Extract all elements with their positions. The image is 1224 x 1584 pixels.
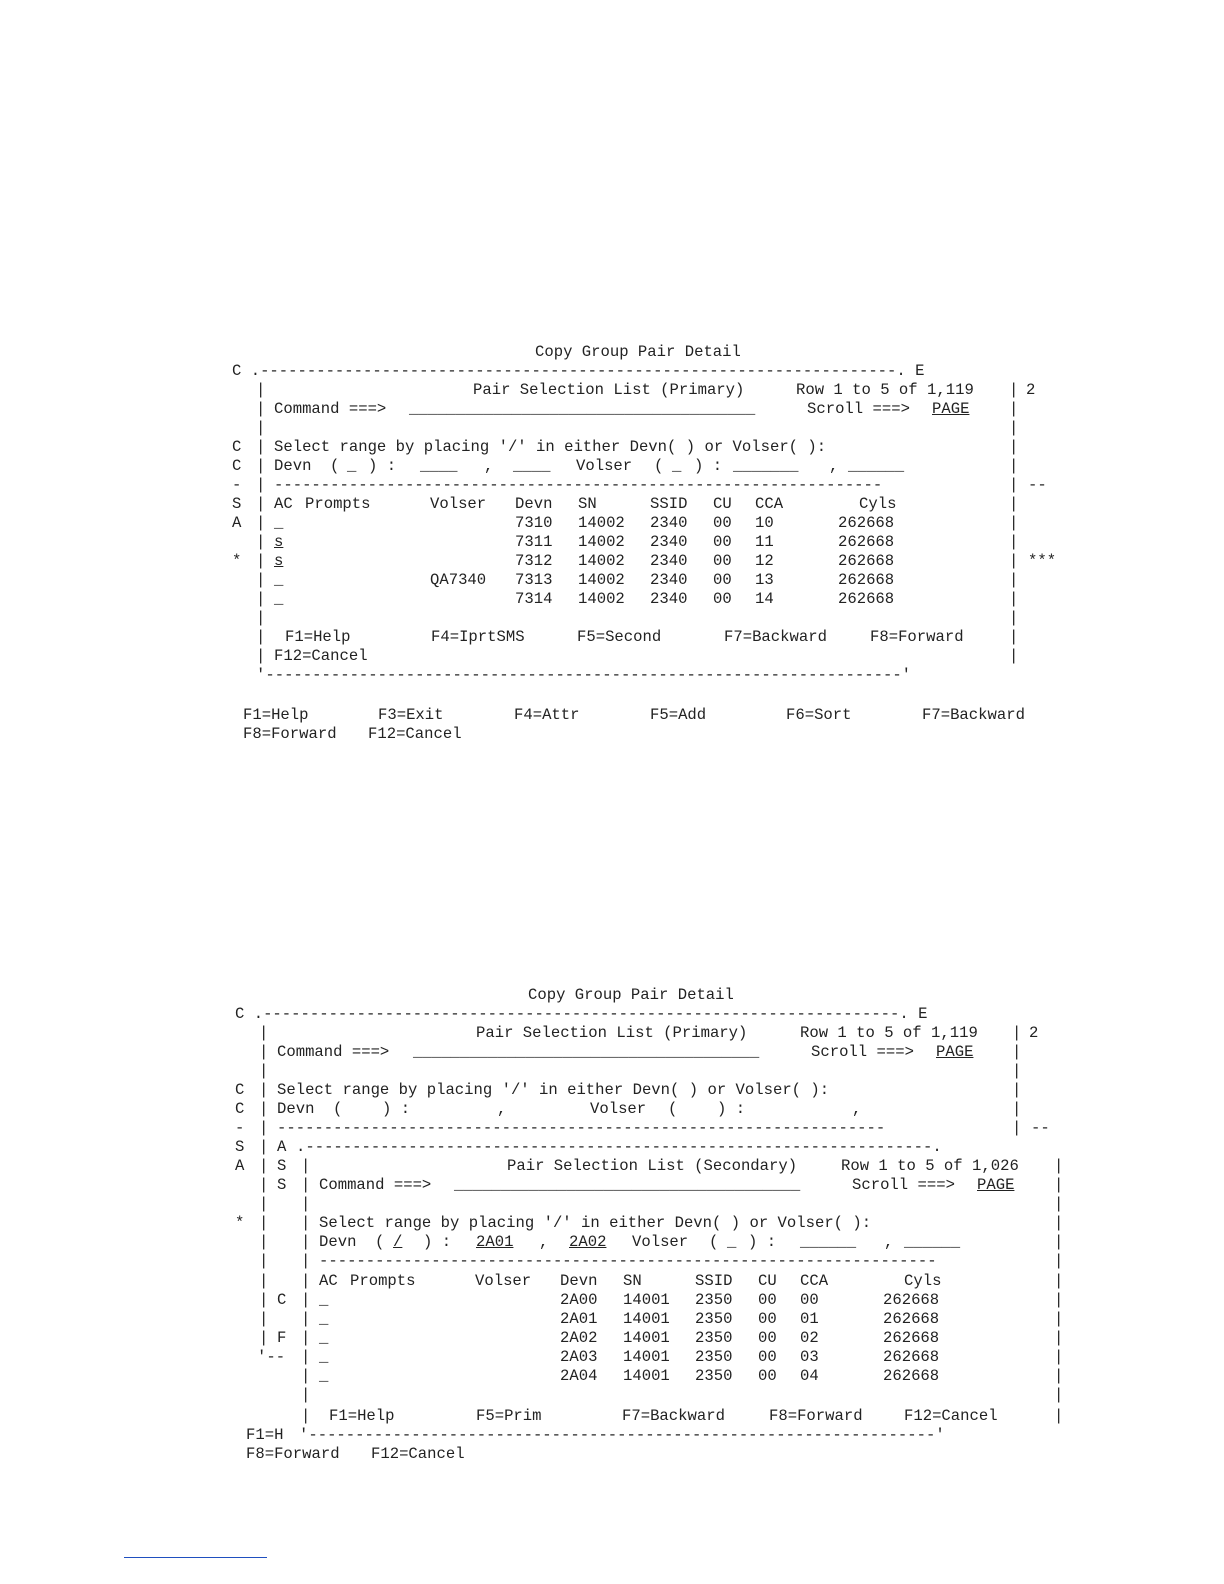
col-ac: AC xyxy=(274,495,293,513)
col-cyls: Cyls xyxy=(904,1272,942,1290)
popup-border-right: | xyxy=(1054,1233,1064,1251)
border-left: | xyxy=(256,609,266,627)
border-right: | xyxy=(1009,419,1019,437)
window-title: Copy Group Pair Detail xyxy=(535,343,741,361)
border-left: | xyxy=(259,1119,269,1137)
side-mark: S xyxy=(277,1176,287,1194)
border-right: | xyxy=(1009,647,1019,665)
cell-cu: 00 xyxy=(758,1367,777,1385)
popup-border-right: | xyxy=(1054,1367,1064,1385)
fkey-f1-help[interactable]: F1=Help xyxy=(329,1407,395,1425)
cell-cu: 00 xyxy=(758,1310,777,1328)
cell-ssid: 2350 xyxy=(695,1348,733,1366)
select-hint: Select range by placing '/' in either Devn( ) or Volser( ): xyxy=(277,1081,830,1099)
border-left: | xyxy=(259,1062,269,1080)
border-right: | xyxy=(1009,533,1019,551)
fkey-f8-forward[interactable]: F8=Forward xyxy=(769,1407,863,1425)
cell-cu: 00 xyxy=(713,552,732,570)
border-left: | xyxy=(256,628,266,646)
panel-top-border: C .--------------------------------------------------------------------. E xyxy=(232,362,925,380)
fkey-f5-add[interactable]: F5=Add xyxy=(650,706,707,724)
fkey-f12-cancel[interactable]: F12=Cancel xyxy=(371,1445,465,1463)
cell-sn: 14002 xyxy=(578,590,625,608)
col-prompts: Prompts xyxy=(305,495,371,513)
scroll-label: Scroll ===> xyxy=(852,1176,955,1194)
command-input[interactable]: _____________________________________ xyxy=(413,1043,760,1061)
border-left: | xyxy=(259,1043,269,1061)
row-action-input[interactable]: _ xyxy=(319,1291,329,1309)
cell-cyls: 262668 xyxy=(883,1329,940,1347)
side-mark: -- xyxy=(1031,1119,1050,1137)
popup-border-left: | xyxy=(301,1214,311,1232)
cell-cyls: 262668 xyxy=(883,1291,940,1309)
popup-border-right: | xyxy=(1054,1157,1064,1175)
col-devn: Devn xyxy=(515,495,553,513)
border-right: | xyxy=(1009,457,1019,475)
popup-border-right: | xyxy=(1054,1176,1064,1194)
cell-cu: 00 xyxy=(758,1329,777,1347)
fkey-f4-iprtsms[interactable]: F4=IprtSMS xyxy=(431,628,525,646)
cell-cu: 00 xyxy=(713,514,732,532)
scroll-label: Scroll ===> xyxy=(807,400,910,418)
devn-label: Devn xyxy=(277,1100,315,1118)
fkey-f1-help[interactable]: F1=Help xyxy=(285,628,351,646)
volser-to-input[interactable]: ______ xyxy=(848,457,905,475)
col-cu: CU xyxy=(713,495,732,513)
side-mark: * xyxy=(232,552,242,570)
select-hint: Select range by placing '/' in either Devn( ) or Volser( ): xyxy=(274,438,827,456)
fkey-f5-second[interactable]: F5=Second xyxy=(577,628,662,646)
cell-cca: 10 xyxy=(755,514,774,532)
cell-cca: 02 xyxy=(800,1329,819,1347)
border-left: | xyxy=(259,1272,269,1290)
cell-cca: 00 xyxy=(800,1291,819,1309)
border-right: | xyxy=(1009,438,1019,456)
side-mark: *** xyxy=(1028,552,1057,570)
border-left: | xyxy=(256,476,266,494)
border-left: | xyxy=(256,514,266,532)
volser-flag-input[interactable]: _ xyxy=(672,457,682,475)
border-right: | xyxy=(1009,400,1019,418)
cell-cca: 11 xyxy=(755,533,774,551)
col-volser: Volser xyxy=(475,1272,532,1290)
row-action-input[interactable]: _ xyxy=(319,1348,329,1366)
cell-sn: 14001 xyxy=(623,1310,670,1328)
window-title: Copy Group Pair Detail xyxy=(528,986,734,1004)
popup-border-left: | xyxy=(301,1310,311,1328)
side-mark: - xyxy=(232,476,242,494)
fkey-f12-cancel[interactable]: F12=Cancel xyxy=(368,725,462,743)
separator: ----------------------------------------------------------------- xyxy=(277,1119,886,1137)
border-right: | xyxy=(1012,1024,1022,1042)
cell-cyls: 262668 xyxy=(883,1310,940,1328)
side-mark: C xyxy=(277,1291,287,1309)
side-mark: C xyxy=(232,457,242,475)
volser-to-input[interactable]: ______ xyxy=(904,1233,961,1251)
fkey-f7-backward[interactable]: F7=Backward xyxy=(622,1407,725,1425)
cell-cca: 01 xyxy=(800,1310,819,1328)
side-mark: - xyxy=(235,1119,245,1137)
popup-border-right: | xyxy=(1054,1329,1064,1347)
popup-bottom-border: '-------------------------------------------------------------------' xyxy=(299,1426,945,1444)
border-left: | xyxy=(256,400,266,418)
border-right: | xyxy=(1012,1043,1022,1061)
row-action-input[interactable]: _ xyxy=(274,590,284,608)
devn-label: Devn xyxy=(319,1233,357,1251)
row-action-input[interactable]: s xyxy=(274,552,284,570)
cell-ssid: 2350 xyxy=(695,1367,733,1385)
cell-cyls: 262668 xyxy=(883,1367,940,1385)
cell-ssid: 2340 xyxy=(650,571,688,589)
cell-cu: 00 xyxy=(713,571,732,589)
col-sn: SN xyxy=(578,495,597,513)
border-right: | xyxy=(1009,552,1019,570)
border-left: | xyxy=(259,1329,269,1347)
fkey-f8-forward[interactable]: F8=Forward xyxy=(246,1445,340,1463)
volser-label: Volser xyxy=(590,1100,647,1118)
border-left: | xyxy=(256,438,266,456)
select-hint: Select range by placing '/' in either Devn( ) or Volser( ): xyxy=(319,1214,872,1232)
scroll-input[interactable]: PAGE xyxy=(977,1176,1015,1194)
popup-border-right: | xyxy=(1054,1272,1064,1290)
side-mark: 2 xyxy=(1026,381,1036,399)
devn-from-input[interactable]: ____ xyxy=(420,457,458,475)
scroll-input[interactable]: PAGE xyxy=(932,400,970,418)
popup-border-left: | xyxy=(301,1272,311,1290)
fkey-f12-cancel[interactable]: F12=Cancel xyxy=(904,1407,998,1425)
popup-border-right: | xyxy=(1054,1348,1064,1366)
cell-cyls: 262668 xyxy=(838,590,895,608)
popup-border-right: | xyxy=(1054,1214,1064,1232)
popup-border-left: | xyxy=(301,1386,311,1404)
volser-from-input[interactable]: _______ xyxy=(733,457,799,475)
volser-from-input[interactable]: ______ xyxy=(800,1233,857,1251)
popup-border-right: | xyxy=(1054,1195,1064,1213)
side-mark: C xyxy=(235,1100,245,1118)
popup-top-border: .-------------------------------------------------------------------. xyxy=(296,1138,942,1156)
panel-bottom-border: '--------------------------------------------------------------------' xyxy=(256,666,912,684)
cell-devn: 7312 xyxy=(515,552,553,570)
popup-border-right: | xyxy=(1054,1386,1064,1404)
border-right: | xyxy=(1009,609,1019,627)
popup-border-right: | xyxy=(1054,1291,1064,1309)
separator: ----------------------------------------------------------------- xyxy=(274,476,883,494)
command-label: Command ===> xyxy=(274,400,387,418)
row-action-input[interactable]: _ xyxy=(274,514,284,532)
side-mark: * xyxy=(235,1214,245,1232)
popup-border-left: | xyxy=(301,1233,311,1251)
popup-border-left: | xyxy=(301,1176,311,1194)
border-left: | xyxy=(259,1291,269,1309)
side-mark: F xyxy=(277,1329,287,1347)
cell-devn: 7313 xyxy=(515,571,553,589)
border-right: | xyxy=(1009,590,1019,608)
border-left: | xyxy=(256,457,266,475)
cell-ssid: 2350 xyxy=(695,1310,733,1328)
border-right: | xyxy=(1012,1081,1022,1099)
border-left: | xyxy=(259,1024,269,1042)
cell-sn: 14002 xyxy=(578,514,625,532)
command-input[interactable]: _____________________________________ xyxy=(409,400,756,418)
devn-from-input[interactable]: 2A01 xyxy=(476,1233,514,1251)
border-left: | xyxy=(256,533,266,551)
cell-cu: 00 xyxy=(758,1291,777,1309)
popup-border-left: | xyxy=(301,1195,311,1213)
border-left: | xyxy=(256,647,266,665)
cell-sn: 14002 xyxy=(578,533,625,551)
side-mark: S xyxy=(277,1157,287,1175)
popup-border-right: | xyxy=(1054,1252,1064,1270)
pair-list-header: Pair Selection List (Primary) xyxy=(476,1024,748,1042)
devn-flag-input[interactable]: _ xyxy=(347,457,357,475)
cell-sn: 14002 xyxy=(578,571,625,589)
side-mark: A xyxy=(277,1138,287,1156)
cell-cca: 13 xyxy=(755,571,774,589)
command-label: Command ===> xyxy=(277,1043,390,1061)
cell-devn: 7314 xyxy=(515,590,553,608)
cell-cca: 12 xyxy=(755,552,774,570)
row-action-input[interactable]: _ xyxy=(319,1329,329,1347)
fkey-f7-backward[interactable]: F7=Backward xyxy=(922,706,1025,724)
border-left: | xyxy=(259,1138,269,1156)
border-right: | xyxy=(1009,381,1019,399)
cell-sn: 14001 xyxy=(623,1348,670,1366)
fkey-f7-backward[interactable]: F7=Backward xyxy=(724,628,827,646)
border-left: | xyxy=(256,552,266,570)
popup-border-left: | xyxy=(301,1407,311,1425)
cell-cca: 14 xyxy=(755,590,774,608)
cell-devn: 7311 xyxy=(515,533,553,551)
side-mark: 2 xyxy=(1029,1024,1039,1042)
cell-volser: QA7340 xyxy=(430,571,487,589)
side-mark: '-- xyxy=(257,1348,286,1366)
popup-border-left: | xyxy=(301,1157,311,1175)
border-left: | xyxy=(259,1214,269,1232)
border-left: | xyxy=(259,1310,269,1328)
row-action-input[interactable]: s xyxy=(274,533,284,551)
pair-list-header: Pair Selection List (Secondary) xyxy=(507,1157,798,1175)
fkey-f6-sort[interactable]: F6=Sort xyxy=(786,706,852,724)
devn-flag-input[interactable]: / xyxy=(393,1233,403,1251)
side-mark: S xyxy=(235,1138,245,1156)
volser-flag-input[interactable]: _ xyxy=(727,1233,737,1251)
col-devn: Devn xyxy=(560,1272,598,1290)
col-sn: SN xyxy=(623,1272,642,1290)
scroll-label: Scroll ===> xyxy=(811,1043,914,1061)
border-left: | xyxy=(256,419,266,437)
cell-devn: 2A00 xyxy=(560,1291,598,1309)
popup-border-left: | xyxy=(301,1329,311,1347)
border-left: | xyxy=(256,495,266,513)
cell-sn: 14001 xyxy=(623,1291,670,1309)
cell-cyls: 262668 xyxy=(838,533,895,551)
fkey-f12-cancel[interactable]: F12=Cancel xyxy=(274,647,368,665)
cell-cca: 04 xyxy=(800,1367,819,1385)
footnote-rule xyxy=(124,1557,267,1558)
col-cca: CCA xyxy=(800,1272,829,1290)
popup-border-left: | xyxy=(301,1348,311,1366)
cell-cyls: 262668 xyxy=(838,552,895,570)
cell-cyls: 262668 xyxy=(838,571,895,589)
cell-devn: 2A01 xyxy=(560,1310,598,1328)
col-ssid: SSID xyxy=(695,1272,733,1290)
cell-cu: 00 xyxy=(713,590,732,608)
border-right: | xyxy=(1009,476,1019,494)
cell-ssid: 2350 xyxy=(695,1329,733,1347)
border-left: | xyxy=(259,1176,269,1194)
cell-ssid: 2340 xyxy=(650,533,688,551)
border-right: | xyxy=(1012,1119,1022,1137)
side-mark: A xyxy=(232,514,242,532)
border-left: | xyxy=(259,1195,269,1213)
row-action-input[interactable]: _ xyxy=(319,1367,329,1385)
cell-devn: 7310 xyxy=(515,514,553,532)
col-ac: AC xyxy=(319,1272,338,1290)
col-cu: CU xyxy=(758,1272,777,1290)
border-left: | xyxy=(259,1233,269,1251)
border-left: | xyxy=(259,1157,269,1175)
row-info: Row 1 to 5 of 1,119 xyxy=(796,381,974,399)
command-input[interactable]: _____________________________________ xyxy=(454,1176,801,1194)
border-right: | xyxy=(1009,495,1019,513)
fkey-f4-attr[interactable]: F4=Attr xyxy=(514,706,580,724)
cell-cyls: 262668 xyxy=(838,514,895,532)
cell-cu: 00 xyxy=(713,533,732,551)
command-label: Command ===> xyxy=(319,1176,432,1194)
row-action-input[interactable]: _ xyxy=(319,1310,329,1328)
border-left: | xyxy=(259,1081,269,1099)
border-left: | xyxy=(256,571,266,589)
cell-sn: 14002 xyxy=(578,552,625,570)
cell-cu: 00 xyxy=(758,1348,777,1366)
side-mark: C xyxy=(235,1081,245,1099)
scroll-input[interactable]: PAGE xyxy=(936,1043,974,1061)
devn-to-input[interactable]: 2A02 xyxy=(569,1233,607,1251)
border-left: | xyxy=(259,1100,269,1118)
col-cyls: Cyls xyxy=(859,495,897,513)
cell-ssid: 2350 xyxy=(695,1291,733,1309)
fkey-f3-exit[interactable]: F3=Exit xyxy=(378,706,444,724)
volser-label: Volser xyxy=(632,1233,689,1251)
popup-border-right: | xyxy=(1054,1407,1064,1425)
popup-border-left: | xyxy=(301,1291,311,1309)
col-ssid: SSID xyxy=(650,495,688,513)
separator: ------------------------------------------------------------------ xyxy=(319,1252,937,1270)
border-left: | xyxy=(259,1252,269,1270)
cell-ssid: 2340 xyxy=(650,590,688,608)
fkey-f8-forward[interactable]: F8=Forward xyxy=(243,725,337,743)
pair-list-header: Pair Selection List (Primary) xyxy=(473,381,745,399)
row-action-input[interactable]: _ xyxy=(274,571,284,589)
popup-border-left: | xyxy=(301,1367,311,1385)
popup-border-right: | xyxy=(1054,1310,1064,1328)
side-mark: C xyxy=(232,438,242,456)
cell-ssid: 2340 xyxy=(650,552,688,570)
side-mark: -- xyxy=(1028,476,1047,494)
devn-label: Devn xyxy=(274,457,312,475)
fkey-f1-help[interactable]: F1=H xyxy=(246,1426,284,1444)
border-right: | xyxy=(1012,1062,1022,1080)
border-left: | xyxy=(256,590,266,608)
row-info: Row 1 to 5 of 1,119 xyxy=(800,1024,978,1042)
border-left: | xyxy=(256,381,266,399)
cell-sn: 14001 xyxy=(623,1367,670,1385)
cell-ssid: 2340 xyxy=(650,514,688,532)
col-cca: CCA xyxy=(755,495,784,513)
fkey-f5-prim[interactable]: F5=Prim xyxy=(476,1407,542,1425)
popup-border-left: | xyxy=(301,1252,311,1270)
cell-sn: 14001 xyxy=(623,1329,670,1347)
cell-cyls: 262668 xyxy=(883,1348,940,1366)
side-mark: S xyxy=(232,495,242,513)
cell-devn: 2A02 xyxy=(560,1329,598,1347)
cell-devn: 2A03 xyxy=(560,1348,598,1366)
cell-devn: 2A04 xyxy=(560,1367,598,1385)
border-right: | xyxy=(1009,514,1019,532)
volser-label: Volser xyxy=(576,457,633,475)
col-prompts: Prompts xyxy=(350,1272,416,1290)
row-info: Row 1 to 5 of 1,026 xyxy=(841,1157,1019,1175)
border-right: | xyxy=(1012,1100,1022,1118)
border-right: | xyxy=(1009,628,1019,646)
panel-top-border: C .--------------------------------------------------------------------. E xyxy=(235,1005,928,1023)
fkey-f1-help[interactable]: F1=Help xyxy=(243,706,309,724)
fkey-f8-forward[interactable]: F8=Forward xyxy=(870,628,964,646)
side-mark: A xyxy=(235,1157,245,1175)
devn-to-input[interactable]: ____ xyxy=(513,457,551,475)
cell-cca: 03 xyxy=(800,1348,819,1366)
col-volser: Volser xyxy=(430,495,487,513)
border-right: | xyxy=(1009,571,1019,589)
